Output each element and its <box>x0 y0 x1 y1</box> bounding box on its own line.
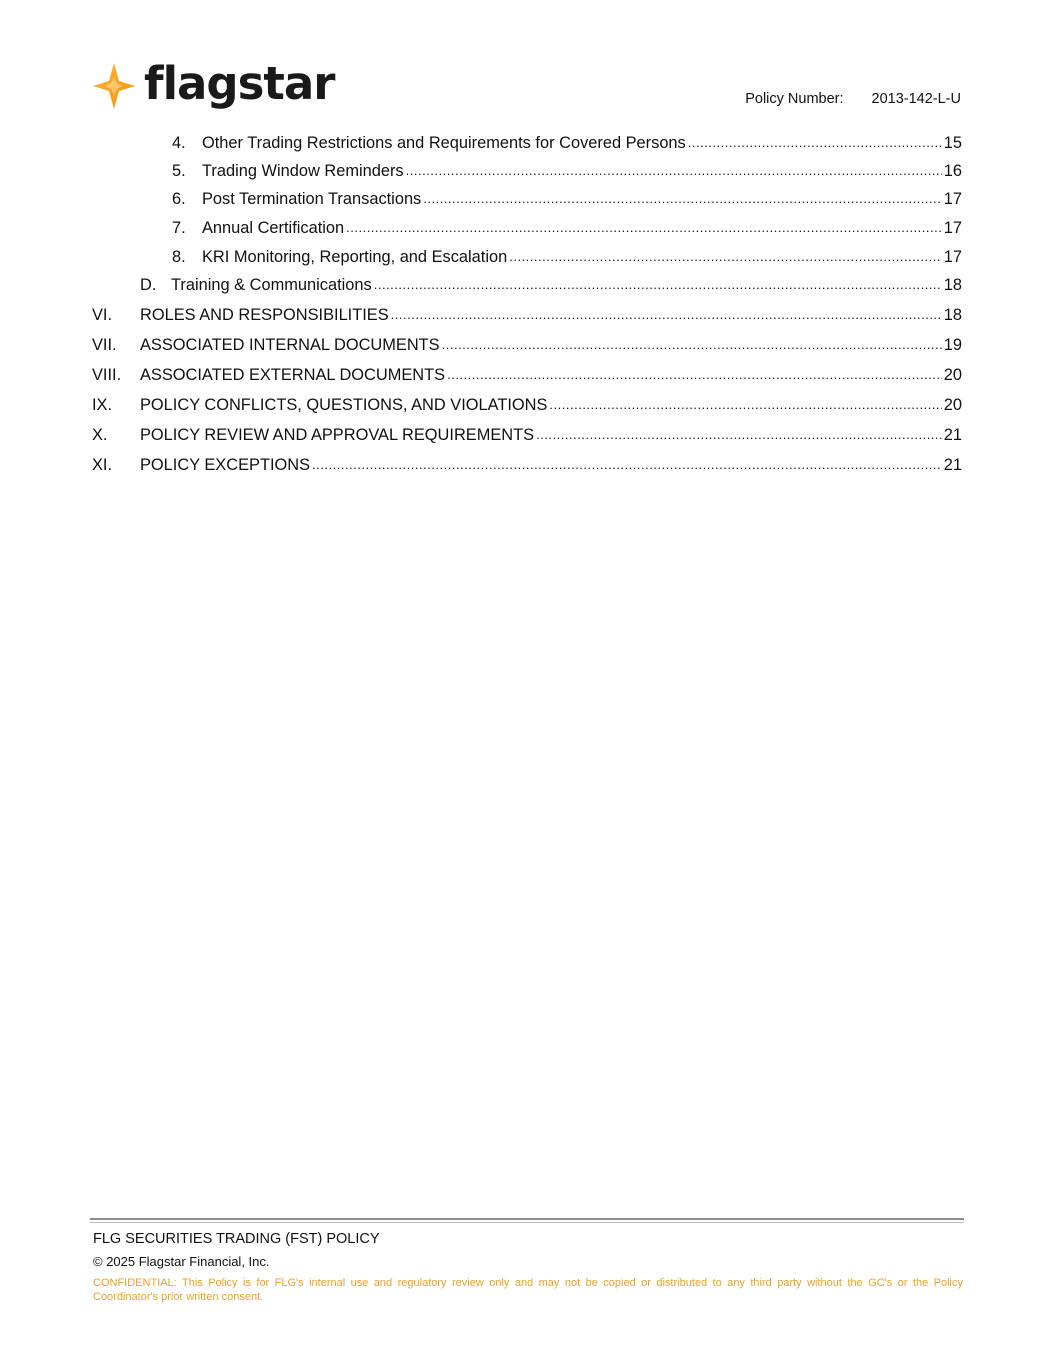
dot-leader <box>536 425 942 444</box>
toc-entry-title: Annual Certification <box>202 219 345 237</box>
toc-entry[interactable] <box>92 306 962 330</box>
toc-entry-number: D. <box>140 276 157 294</box>
dot-leader <box>406 161 942 180</box>
policy-number-value: 2013-142-L-U <box>871 91 961 107</box>
toc-entry-page: 17 <box>943 219 962 237</box>
toc-entry-page: 19 <box>943 336 962 354</box>
toc-entry-page: 17 <box>943 248 962 266</box>
toc-entry[interactable] <box>92 248 962 272</box>
footer-divider-thin <box>90 1222 964 1223</box>
toc-entry[interactable] <box>92 134 962 158</box>
toc-entry-number: VIII. <box>92 366 122 384</box>
toc-entry-title: POLICY CONFLICTS, QUESTIONS, AND VIOLATIONS <box>140 396 548 414</box>
dot-leader <box>442 335 942 354</box>
toc-entry-number: 8. <box>172 248 186 266</box>
toc-entry-page: 18 <box>943 276 962 294</box>
toc-entry-number: 4. <box>172 134 186 152</box>
footer-policy-title: FLG SECURITIES TRADING (FST) POLICY <box>93 1231 380 1247</box>
toc-entry-page: 21 <box>943 426 962 444</box>
toc-entry-number: 7. <box>172 219 186 237</box>
dot-leader <box>549 395 941 414</box>
toc-entry-number: 5. <box>172 162 186 180</box>
toc-entry[interactable] <box>92 336 962 360</box>
dot-leader <box>447 365 942 384</box>
toc-entry-page: 17 <box>943 190 962 208</box>
footer-copyright: © 2025 Flagstar Financial, Inc. <box>93 1254 270 1269</box>
toc-entry-title: Trading Window Reminders <box>202 162 404 180</box>
toc-entry[interactable] <box>92 190 962 214</box>
toc-entry-title: ASSOCIATED EXTERNAL DOCUMENTS <box>140 366 446 384</box>
toc-entry[interactable] <box>92 456 962 480</box>
footer-divider <box>90 1218 964 1220</box>
toc-entry-number: IX. <box>92 396 113 414</box>
toc-entry-title: Post Termination Transactions <box>202 190 422 208</box>
toc-entry-number: X. <box>92 426 108 444</box>
toc-entry-title: Other Trading Restrictions and Requirements for Covered Persons <box>202 134 686 152</box>
dot-leader <box>423 189 942 208</box>
flagstar-star-icon <box>92 62 136 110</box>
dot-leader <box>374 275 942 294</box>
toc-entry[interactable] <box>92 162 962 186</box>
toc-entry[interactable] <box>92 276 962 300</box>
toc-entry-page: 18 <box>943 306 962 324</box>
toc-entry-title: Training & Communications <box>171 276 372 294</box>
toc-entry-title: POLICY EXCEPTIONS <box>140 456 311 474</box>
toc-entry[interactable] <box>92 366 962 390</box>
brand-name: flagstar <box>144 56 335 110</box>
toc-entry-number: VI. <box>92 306 113 324</box>
policy-number-label: Policy Number: <box>745 91 844 107</box>
dot-leader <box>346 218 942 237</box>
toc-entry-number: VII. <box>92 336 117 354</box>
dot-leader <box>509 247 942 266</box>
policy-number <box>745 91 961 107</box>
dot-leader <box>688 133 942 152</box>
toc-entry-page: 21 <box>943 456 962 474</box>
toc-entry-title: ROLES AND RESPONSIBILITIES <box>140 306 389 324</box>
toc-entry[interactable] <box>92 426 962 450</box>
dot-leader <box>312 455 942 474</box>
toc-entry-title: KRI Monitoring, Reporting, and Escalation <box>202 248 508 266</box>
toc-entry-page: 16 <box>943 162 962 180</box>
toc-entry[interactable] <box>92 396 962 420</box>
toc-entry-page: 20 <box>943 396 962 414</box>
toc-entry-title: ASSOCIATED INTERNAL DOCUMENTS <box>140 336 440 354</box>
toc-entry-page: 15 <box>943 134 962 152</box>
footer-confidential-notice: CONFIDENTIAL: This Policy is for FLG's internal use and regulatory review only and may not be copied or distributed to any third party without the GC's or the Policy Coordinator's prior written consent. <box>93 1277 963 1303</box>
dot-leader <box>391 305 942 324</box>
flagstar-logo <box>92 58 334 114</box>
toc-entry-number: 6. <box>172 190 186 208</box>
toc-entry-title: POLICY REVIEW AND APPROVAL REQUIREMENTS <box>140 426 535 444</box>
toc-entry[interactable] <box>92 219 962 243</box>
toc-entry-number: XI. <box>92 456 113 474</box>
toc-entry-page: 20 <box>943 366 962 384</box>
